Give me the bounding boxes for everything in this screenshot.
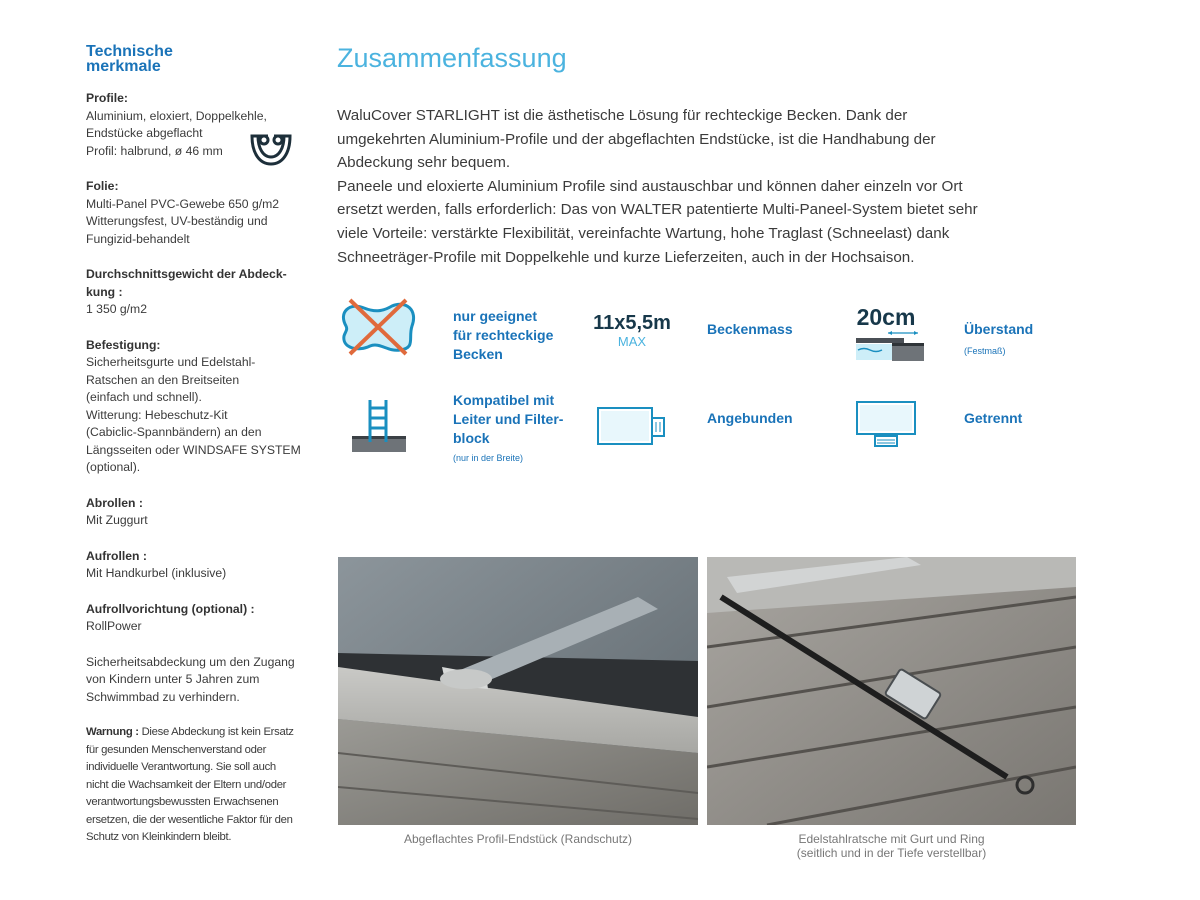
tech-specs-heading: Technische merkmale (86, 43, 173, 75)
flattened-end-cap-photo (338, 557, 698, 825)
feature-ladder: Kompatibel mit Leiter und Filter- block (453, 392, 564, 446)
spec-roller: Aufrollvorichtung (optional) : RollPower (86, 601, 255, 633)
spec-unroll: Abrollen : Mit Zuggurt (86, 495, 148, 527)
pool-size-label: Beckenmass (707, 321, 793, 337)
spec-profile: Profile: Aluminium, eloxiert, Doppelkehle, Endstücke abgeflacht Profil: halbrund, ø 46 mm (86, 91, 267, 158)
spec-fastening: Befestigung: Sicherheitsgurte und Edelstahl- Ratschen an den Breitseiten (einfach und schnell). Witterung: Hebeschutz-Kit (Cabiclic-Spannbändern) an den Längsseiten oder WINDSAFE SYSTEM (optional). (86, 337, 301, 474)
overhang-note: (Festmaß) (964, 346, 1006, 356)
separate-box-icon (855, 400, 919, 448)
overhang-label: Überstand (964, 321, 1034, 337)
page-title: Zusammenfassung (337, 43, 567, 73)
spec-weight: Durchschnittsgewicht der Abdeck- kung : 1 350 g/m2 (86, 267, 287, 316)
separate-label: Getrennt (964, 410, 1023, 426)
pool-size-value: 11x5,5m (593, 312, 671, 334)
spec-foil: Folie: Multi-Panel PVC-Gewebe 650 g/m2 Witterungsfest, UV-beständig und Fungizid-behandelt (86, 179, 280, 246)
attached-label: Angebunden (707, 410, 793, 426)
ladder-note: (nur in der Breite) (453, 453, 524, 463)
feature-rect-only: nur geeignet für rechteckige Becken (453, 308, 554, 362)
attached-box-icon (596, 406, 668, 446)
ladder-icon (350, 398, 408, 456)
caption-end-cap: Abgeflachtes Profil-Endstück (Randschutz) (403, 832, 633, 846)
safety-note: Sicherheitsabdeckung um den Zugang von Kindern unter 5 Jahren zum Schwimmbad zu verhindern. (86, 654, 295, 704)
freeform-pool-crossed-icon (336, 296, 420, 358)
warning-note: Warnung : Diese Abdeckung ist kein Ersatz für gesunden Menschenverstand oder individuelle Verantwortung. Sie soll auch nicht die Wachsamkeit der Eltern und/oder verantwortungsbewussten Erwachsenen ersetzen, die der wesentliche Faktor für den Schutz von Kleinkindern bleibt. (86, 726, 294, 843)
caption-ratchet: Edelstahlratsche mit Gurt und Ring (seitlich und in der Tiefe verstellbar) (796, 832, 987, 860)
spec-roll-up: Aufrollen : Mit Handkurbel (inklusive) (86, 548, 227, 580)
double-groove-profile-icon (248, 128, 294, 168)
overhang-icon (856, 330, 926, 364)
overhang-value: 20cm (856, 304, 916, 330)
ratchet-strap-photo (707, 557, 1076, 825)
summary-text: WaluCover STARLIGHT ist die ästhetische Lösung für rechteckige Becken. Dank der umgekehrten Aluminium-Profile und der abgeflachten Endstücke, ist die Handhabung der Abdeckung sehr bequem. Paneele und eloxierte Aluminium Profile sind austauschbar und können daher einzeln vor Ort ersetzt werden, falls erforderlich: Das von WALTER patentierte Multi-Paneel-System bietet sehr viele Vorteile: verstärkte Flexibilität, vereinfachte Wartung, hohe Traglast (Schneelast) dank Schneeträger-Profile mit Doppelkehle und kurze Lieferzeiten, auch in der Hochsaison. (337, 107, 978, 266)
pool-size-max: MAX (617, 334, 647, 349)
